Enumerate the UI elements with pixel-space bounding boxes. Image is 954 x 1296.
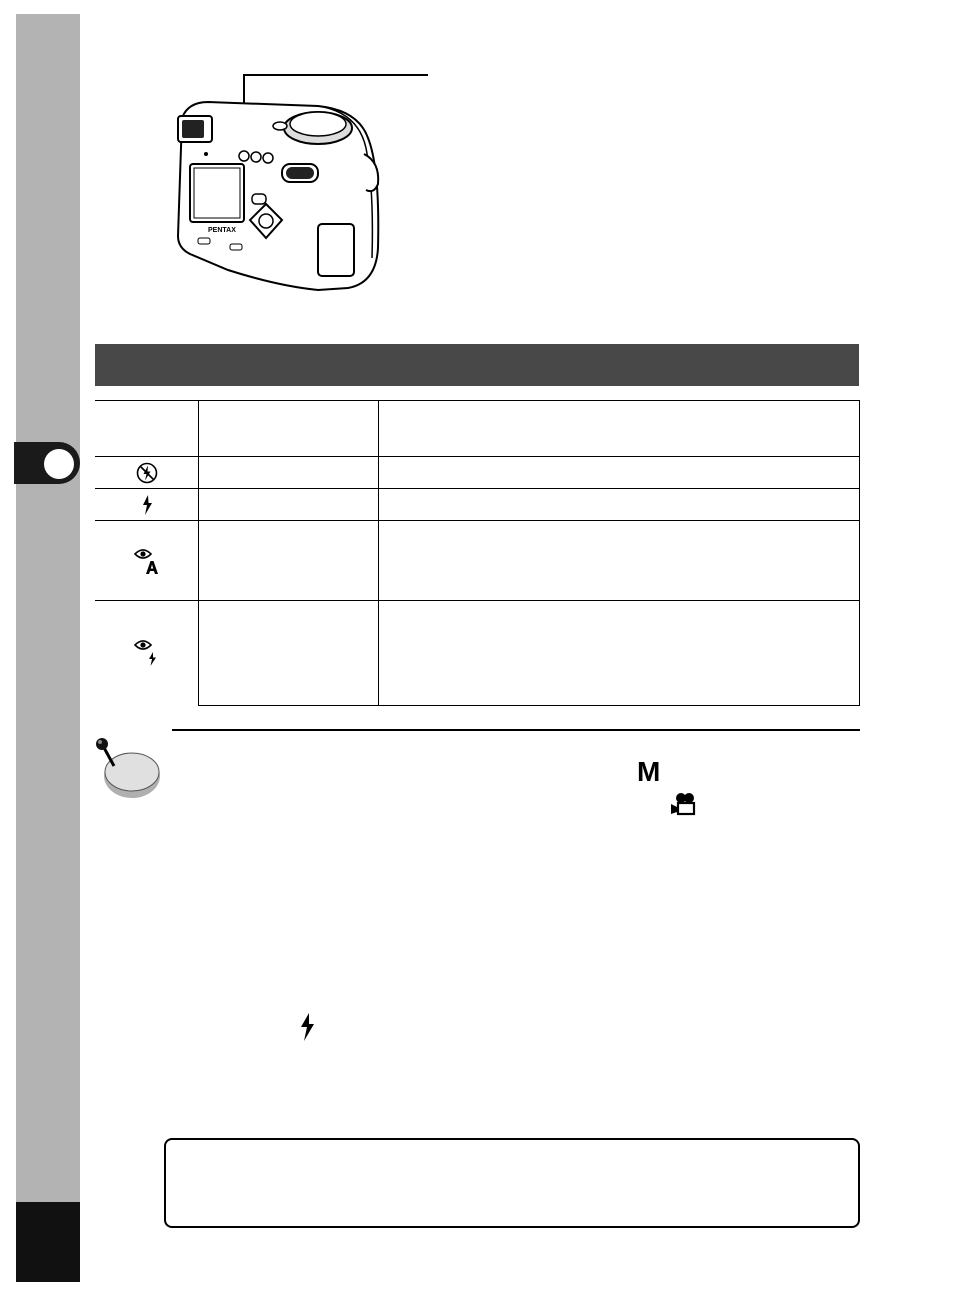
table-row — [95, 489, 860, 521]
section-header-bar — [95, 344, 859, 386]
manual-mode-glyph: M — [637, 756, 661, 787]
flash-on-icon — [140, 494, 154, 516]
table-row — [95, 601, 860, 706]
movie-mode-icon — [670, 792, 696, 816]
note-box — [164, 1138, 860, 1228]
callout-line — [243, 74, 428, 76]
flash-off-icon — [136, 462, 158, 484]
red-eye-auto-icon — [133, 546, 161, 576]
red-eye-flash-on-icon — [133, 638, 161, 668]
side-chapter-tab — [16, 14, 80, 1202]
flash-on-icon — [298, 1012, 316, 1042]
flash-mode-table — [95, 400, 860, 706]
memo-divider — [172, 729, 860, 731]
side-tab-footer-block — [16, 1202, 80, 1282]
table-row — [95, 521, 860, 601]
camera-illustration — [168, 98, 388, 298]
camera-brand-label: PENTAX — [208, 227, 236, 234]
memo-pushpin-icon — [92, 736, 164, 800]
table-row — [95, 457, 860, 489]
chapter-marker-dot — [44, 449, 74, 479]
table-header-row — [95, 401, 860, 457]
